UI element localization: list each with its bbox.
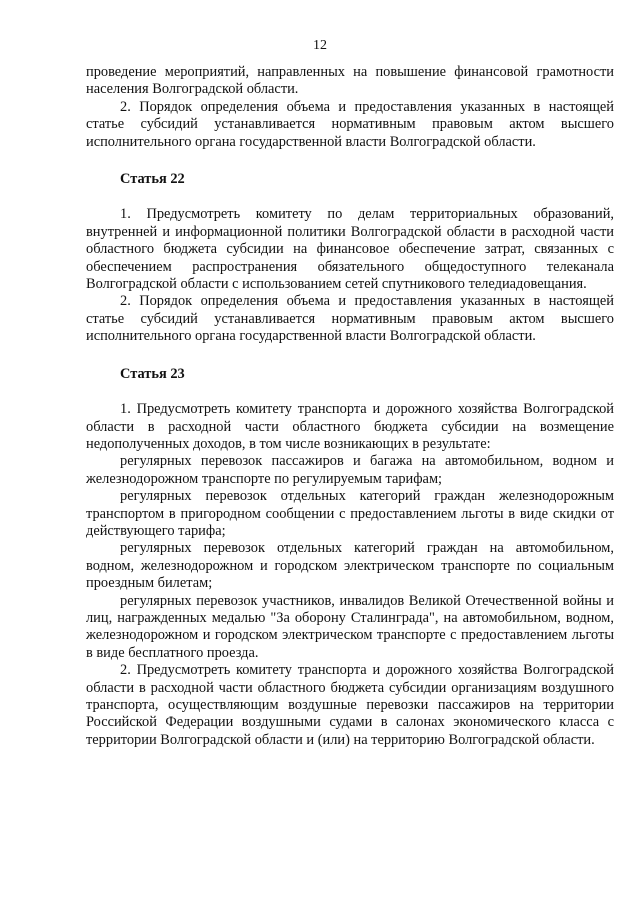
document-body	[86, 64, 614, 749]
paragraph-continuation: проведение мероприятий, направленных на повышение финансовой грамотности населения Волгоградской области.	[86, 64, 614, 98]
article-23-item-2: регулярных перевозок отдельных категорий граждан железнодорожным транспортом в пригородном сообщении с предоставлением льготы в виде скидки от действующего тарифа;	[86, 488, 614, 539]
article-23-paragraph-1: 1. Предусмотреть комитету транспорта и дорожного хозяйства Волгоградской области в расходной части областного бюджета субсидии на возмещение недополученных доходов, в том числе возникающих в результате:	[86, 401, 614, 452]
article-22-paragraph-2: 2. Порядок определения объема и предоставления указанных в настоящей статье субсидий устанавливается нормативным правовым актом высшего исполнительного органа государственной власти Волгоградской области.	[86, 293, 614, 345]
article-23-paragraph-2: 2. Предусмотреть комитету транспорта и дорожного хозяйства Волгоградской области в расходной части областного бюджета субсидии организациям воздушного транспорта, осуществляющим воздушные перевозки пассажиров на территории Российской Федерации воздушными судами в салонах экономического класса с территории Волгоградской области и (или) на территорию Волгоградской области.	[86, 662, 614, 748]
page-number: 12	[313, 38, 327, 53]
paragraph-procedure: 2. Порядок определения объема и предоставления указанных в настоящей статье субсидий устанавливается нормативным правовым актом высшего исполнительного органа государственной власти Волгоградской области.	[86, 98, 614, 150]
spacer	[86, 188, 614, 206]
article-23-heading: Статья 23	[120, 365, 185, 382]
spacer	[86, 383, 614, 401]
article-22-paragraph-1: 1. Предусмотреть комитету по делам территориальных образований, внутренней и информационной политики Волгоградской области в расходной части областного бюджета субсидии на финансовое обеспечение затрат, связанных с обеспечением распространения обязательного общедоступного телеканала Волгоградской области с использованием сетей спутникового теледиадовещания.	[86, 206, 614, 293]
article-22-heading: Статья 22	[120, 171, 185, 188]
article-23-item-1: регулярных перевозок пассажиров и багажа на автомобильном, водном и железнодорожном транспорте по регулируемым тарифам;	[86, 453, 614, 487]
spacer	[86, 346, 614, 366]
spacer	[86, 151, 614, 171]
article-23-item-4: регулярных перевозок участников, инвалидов Великой Отечественной войны и лиц, награжденных медалью "За оборону Сталинграда", на автомобильном, водном, железнодорожном и городском электрическом транспорте с предоставлением льготы в виде бесплатного проезда.	[86, 592, 614, 661]
article-23-item-3: регулярных перевозок отдельных категорий граждан на автомобильном, водном, железнодорожном и городском электрическом транспорте по социальным проездным билетам;	[86, 540, 614, 592]
